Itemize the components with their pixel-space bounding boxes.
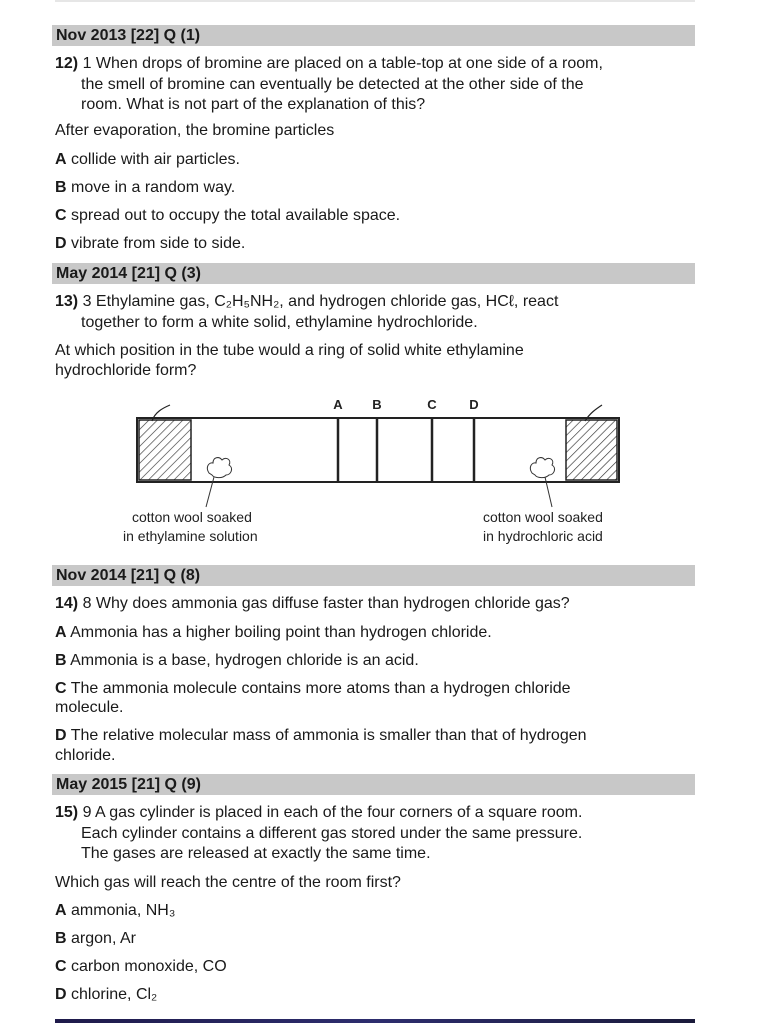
stem-line: 3 Ethylamine gas, C₂H₅NH₂, and hydrogen chloride gas, HCℓ, react	[82, 293, 559, 310]
right-stopper	[566, 420, 617, 480]
option-text: Ammonia has a higher boiling point than hydrogen chloride.	[70, 624, 492, 641]
option-letter: D	[55, 727, 67, 744]
option-letter: A	[55, 902, 67, 919]
left-label-line: cotton wool soaked	[132, 509, 252, 525]
option-item	[55, 929, 136, 949]
option-text: Ammonia is a base, hydrogen chloride is an acid.	[70, 652, 419, 669]
option-text: argon, Ar	[71, 930, 136, 947]
section-header: May 2014 [21] Q (3)	[52, 263, 695, 284]
right-label-line: in hydrochloric acid	[483, 528, 603, 544]
option-item	[55, 957, 227, 977]
question-number: 14)	[55, 595, 79, 612]
option-letter: B	[55, 930, 67, 947]
option-item	[55, 623, 492, 643]
right-cotton-wool	[530, 458, 554, 478]
option-letter: D	[55, 235, 67, 252]
bottom-divider	[55, 1019, 695, 1023]
option-letter: C	[55, 958, 67, 975]
option-text: collide with air particles.	[71, 151, 240, 168]
option-item	[55, 150, 240, 170]
diffusion-tube-diagram	[0, 390, 768, 560]
position-label-a: A	[333, 397, 343, 412]
option-item	[55, 679, 571, 699]
position-label-b: B	[372, 397, 382, 412]
option-item	[55, 901, 175, 921]
option-item	[55, 651, 419, 671]
option-text: carbon monoxide, CO	[71, 958, 227, 975]
option-letter: B	[55, 652, 67, 669]
question-stem	[55, 594, 570, 614]
question-lead-line: At which position in the tube would a ring of solid white ethylamine	[55, 342, 524, 359]
option-text: vibrate from side to side.	[71, 235, 246, 252]
position-label-d: D	[469, 397, 479, 412]
left-cotton-wool	[207, 458, 231, 478]
question-number: 12)	[55, 55, 79, 72]
section-header: May 2015 [21] Q (9)	[52, 774, 695, 795]
option-item	[55, 726, 587, 746]
option-text: The ammonia molecule contains more atoms than a hydrogen chloride	[70, 680, 571, 697]
left-label-line: in ethylamine solution	[123, 528, 258, 544]
top-divider	[55, 0, 695, 2]
question-stem	[55, 292, 558, 333]
stem-line: together to form a white solid, ethylamine hydrochloride.	[81, 313, 478, 331]
question-number: 15)	[55, 804, 79, 821]
stem-line: the smell of bromine can eventually be detected at the other side of the	[81, 75, 584, 93]
option-text: spread out to occupy the total available space.	[71, 207, 401, 224]
option-letter: B	[55, 179, 67, 196]
option-text: The relative molecular mass of ammonia is smaller than that of hydrogen	[70, 727, 587, 744]
question-stem	[55, 54, 603, 116]
option-text-continued: chloride.	[55, 747, 116, 764]
stem-line: 1 When drops of bromine are placed on a table-top at one side of a room,	[82, 55, 603, 72]
option-item	[55, 178, 235, 198]
stem-line: 8 Why does ammonia gas diffuse faster than hydrogen chloride gas?	[82, 595, 570, 612]
option-text: chlorine, Cl₂	[71, 986, 158, 1003]
question-stem	[55, 803, 582, 865]
stem-line: room. What is not part of the explanation of this?	[81, 96, 426, 113]
question-lead: Which gas will reach the centre of the room first?	[55, 874, 401, 891]
option-letter: D	[55, 986, 67, 1003]
section-header: Nov 2013 [22] Q (1)	[52, 25, 695, 46]
option-letter: C	[55, 680, 67, 697]
option-text: move in a random way.	[71, 179, 236, 196]
stem-line: Each cylinder contains a different gas stored under the same pressure.	[81, 824, 583, 842]
option-item	[55, 234, 245, 254]
option-letter: C	[55, 207, 67, 224]
section-header: Nov 2014 [21] Q (8)	[52, 565, 695, 586]
stem-line: 9 A gas cylinder is placed in each of the four corners of a square room.	[82, 804, 583, 821]
question-number: 13)	[55, 293, 79, 310]
question-lead-line: hydrochloride form?	[55, 362, 197, 379]
right-label-line: cotton wool soaked	[483, 509, 603, 525]
question-lead: After evaporation, the bromine particles	[55, 122, 335, 139]
option-letter: A	[55, 624, 67, 641]
option-letter: A	[55, 151, 67, 168]
option-item	[55, 206, 400, 226]
option-item	[55, 985, 157, 1005]
option-text: ammonia, NH₃	[71, 902, 176, 919]
left-stopper	[139, 420, 191, 480]
stem-line: The gases are released at exactly the same time.	[81, 845, 431, 862]
position-label-c: C	[427, 397, 437, 412]
option-text-continued: molecule.	[55, 699, 124, 716]
